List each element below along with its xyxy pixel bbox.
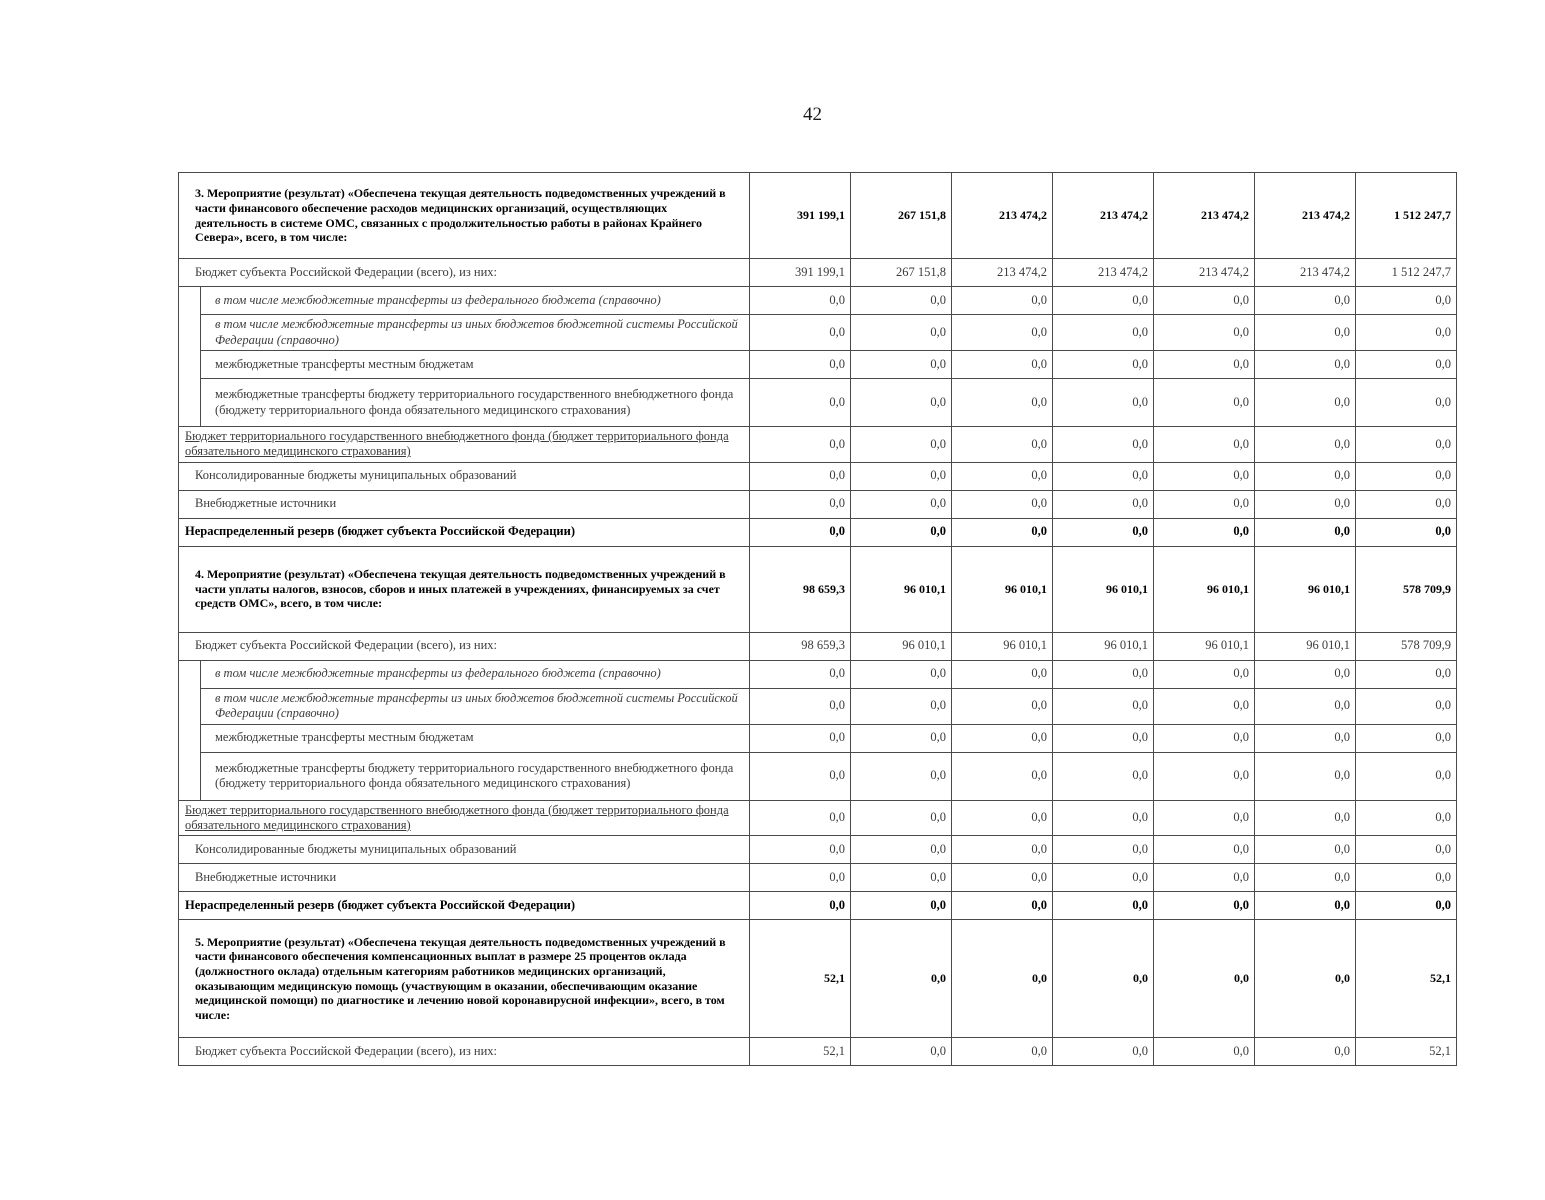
row-label: 5. Мероприятие (результат) «Обеспечена текущая деятельность подведомственных учреждений в части финансового обеспечения компенсационных выплат в размере 25 процентов оклада (должностного оклада) отдельным категориям работников медицинских организаций, оказывающим медицинскую помощь (участвующим в оказании, обеспечивающим оказание медицинской помощи) по диагностике и лечению новой коронавирусной инфекции», всего, в том числе: [179,920,750,1038]
table-row [179,892,1457,920]
table-row [179,427,1457,463]
value-cell: 391 199,1 [750,259,851,287]
value-cell: 0,0 [1154,490,1255,518]
value-cell: 0,0 [1154,724,1255,752]
value-cell: 213 474,2 [952,259,1053,287]
value-cell: 0,0 [952,287,1053,315]
table-row [179,490,1457,518]
value-cell: 0,0 [1053,315,1154,351]
value-cell: 0,0 [952,351,1053,379]
value-cell: 0,0 [1255,724,1356,752]
value-cell: 0,0 [1053,752,1154,800]
row-label: межбюджетные трансферты бюджету территориального государственного внебюджетного фонда (бюджету территориального фонда обязательного медицинского страхования) [201,752,750,800]
value-cell: 0,0 [952,920,1053,1038]
value-cell: 0,0 [851,892,952,920]
value-cell: 0,0 [750,800,851,836]
value-cell: 0,0 [1356,752,1457,800]
table-row [179,173,1457,259]
table-row [179,462,1457,490]
row-label: в том числе межбюджетные трансферты из федерального бюджета (справочно) [201,287,750,315]
value-cell: 0,0 [1356,660,1457,688]
value-cell: 96 010,1 [1053,546,1154,632]
value-cell: 0,0 [1356,864,1457,892]
value-cell: 96 010,1 [952,546,1053,632]
value-cell: 578 709,9 [1356,632,1457,660]
value-cell: 0,0 [952,427,1053,463]
value-cell: 0,0 [1356,315,1457,351]
value-cell: 0,0 [851,724,952,752]
table-row [179,546,1457,632]
row-label: Внебюджетные источники [179,864,750,892]
value-cell: 0,0 [1154,660,1255,688]
value-cell: 0,0 [851,920,952,1038]
value-cell: 52,1 [750,1038,851,1066]
value-cell: 0,0 [851,800,952,836]
value-cell: 213 474,2 [1255,173,1356,259]
value-cell: 0,0 [1255,688,1356,724]
value-cell: 0,0 [1356,836,1457,864]
row-label: Консолидированные бюджеты муниципальных образований [179,462,750,490]
row-label: межбюджетные трансферты местным бюджетам [201,351,750,379]
row-label: межбюджетные трансферты бюджету территориального государственного внебюджетного фонда (бюджету территориального фонда обязательного медицинского страхования) [201,379,750,427]
value-cell: 0,0 [750,351,851,379]
indent-gutter [179,287,201,315]
value-cell: 0,0 [1356,427,1457,463]
value-cell: 0,0 [1154,518,1255,546]
row-label: Бюджет субъекта Российской Федерации (всего), из них: [179,1038,750,1066]
value-cell: 0,0 [1053,379,1154,427]
value-cell: 0,0 [1154,315,1255,351]
value-cell: 0,0 [851,490,952,518]
value-cell: 213 474,2 [1053,173,1154,259]
value-cell: 0,0 [750,724,851,752]
value-cell: 0,0 [750,688,851,724]
value-cell: 0,0 [851,287,952,315]
value-cell: 0,0 [952,490,1053,518]
indent-gutter [179,315,201,351]
value-cell: 0,0 [851,836,952,864]
value-cell: 0,0 [750,490,851,518]
value-cell: 0,0 [750,379,851,427]
value-cell: 0,0 [1154,836,1255,864]
value-cell: 0,0 [851,688,952,724]
value-cell: 0,0 [1154,752,1255,800]
value-cell: 0,0 [1053,836,1154,864]
row-label: 3. Мероприятие (результат) «Обеспечена текущая деятельность подведомственных учреждений в части финансового обеспечение расходов медицинских организаций, осуществляющих деятельность в системе ОМС, связанных с продолжительностью работы в районах Крайнего Севера», всего, в том числе: [179,173,750,259]
value-cell: 0,0 [1255,351,1356,379]
indent-gutter [179,660,201,688]
table-row [179,287,1457,315]
value-cell: 213 474,2 [1053,259,1154,287]
table-row [179,752,1457,800]
value-cell: 0,0 [1255,864,1356,892]
value-cell: 0,0 [1255,892,1356,920]
table-row [179,724,1457,752]
value-cell: 1 512 247,7 [1356,259,1457,287]
value-cell: 96 010,1 [1154,632,1255,660]
value-cell: 0,0 [1154,462,1255,490]
value-cell: 0,0 [1154,800,1255,836]
value-cell: 0,0 [851,427,952,463]
row-label: 4. Мероприятие (результат) «Обеспечена текущая деятельность подведомственных учреждений в части уплаты налогов, взносов, сборов и иных платежей в учреждениях, финансируемых за счет средств ОМС», всего, в том числе: [179,546,750,632]
table-row [179,836,1457,864]
value-cell: 0,0 [952,800,1053,836]
value-cell: 0,0 [750,752,851,800]
value-cell: 0,0 [952,379,1053,427]
row-label: межбюджетные трансферты местным бюджетам [201,724,750,752]
value-cell: 0,0 [1255,518,1356,546]
value-cell: 0,0 [1255,490,1356,518]
value-cell: 0,0 [851,379,952,427]
value-cell: 213 474,2 [1154,259,1255,287]
value-cell: 0,0 [750,836,851,864]
row-label: Бюджет субъекта Российской Федерации (всего), из них: [179,632,750,660]
value-cell: 0,0 [1154,1038,1255,1066]
value-cell: 0,0 [750,462,851,490]
table-row [179,800,1457,836]
value-cell: 0,0 [1255,660,1356,688]
value-cell: 96 010,1 [952,632,1053,660]
value-cell: 96 010,1 [1154,546,1255,632]
value-cell: 0,0 [952,315,1053,351]
value-cell: 0,0 [1053,864,1154,892]
table-row [179,1038,1457,1066]
indent-gutter [179,752,201,800]
value-cell: 0,0 [952,892,1053,920]
value-cell: 0,0 [1053,462,1154,490]
value-cell: 52,1 [750,920,851,1038]
value-cell: 52,1 [1356,1038,1457,1066]
value-cell: 0,0 [1356,800,1457,836]
value-cell: 0,0 [1053,660,1154,688]
value-cell: 52,1 [1356,920,1457,1038]
value-cell: 1 512 247,7 [1356,173,1457,259]
value-cell: 0,0 [750,892,851,920]
value-cell: 0,0 [750,660,851,688]
value-cell: 0,0 [851,660,952,688]
value-cell: 267 151,8 [851,173,952,259]
value-cell: 0,0 [1154,892,1255,920]
table-row [179,518,1457,546]
value-cell: 0,0 [750,315,851,351]
value-cell: 0,0 [1053,892,1154,920]
row-label: Внебюджетные источники [179,490,750,518]
value-cell: 0,0 [1053,287,1154,315]
value-cell: 0,0 [1154,287,1255,315]
value-cell: 0,0 [1255,315,1356,351]
value-cell: 0,0 [1255,1038,1356,1066]
row-label: Бюджет субъекта Российской Федерации (всего), из них: [179,259,750,287]
value-cell: 0,0 [1255,800,1356,836]
row-label: Нераспределенный резерв (бюджет субъекта Российской Федерации) [179,518,750,546]
table-row [179,632,1457,660]
value-cell: 213 474,2 [1154,173,1255,259]
value-cell: 96 010,1 [851,632,952,660]
value-cell: 0,0 [1356,287,1457,315]
table-row [179,259,1457,287]
value-cell: 0,0 [1053,427,1154,463]
value-cell: 0,0 [1255,462,1356,490]
table-row [179,864,1457,892]
value-cell: 0,0 [1255,920,1356,1038]
value-cell: 0,0 [1255,427,1356,463]
page-number: 42 [803,104,822,125]
value-cell: 213 474,2 [1255,259,1356,287]
indent-gutter [179,379,201,427]
value-cell: 0,0 [1154,427,1255,463]
value-cell: 0,0 [1255,287,1356,315]
value-cell: 0,0 [1053,800,1154,836]
value-cell: 0,0 [750,287,851,315]
value-cell: 0,0 [851,752,952,800]
value-cell: 0,0 [851,315,952,351]
value-cell: 0,0 [1255,752,1356,800]
value-cell: 98 659,3 [750,632,851,660]
table-row [179,660,1457,688]
indent-gutter [179,688,201,724]
row-label: Бюджет территориального государственного внебюджетного фонда (бюджет территориального фонда обязательного медицинского страхования) [179,800,750,836]
value-cell: 0,0 [1356,688,1457,724]
indent-gutter [179,351,201,379]
value-cell: 96 010,1 [1053,632,1154,660]
value-cell: 0,0 [952,724,1053,752]
value-cell: 0,0 [750,427,851,463]
value-cell: 0,0 [1356,462,1457,490]
value-cell: 0,0 [1154,920,1255,1038]
value-cell: 0,0 [1154,351,1255,379]
value-cell: 0,0 [1255,379,1356,427]
row-label: в том числе межбюджетные трансферты из иных бюджетов бюджетной системы Российской Федерации (справочно) [201,315,750,351]
value-cell: 0,0 [1053,920,1154,1038]
value-cell: 96 010,1 [1255,546,1356,632]
value-cell: 0,0 [952,752,1053,800]
value-cell: 0,0 [1053,1038,1154,1066]
value-cell: 0,0 [1053,490,1154,518]
table-row [179,688,1457,724]
row-label: в том числе межбюджетные трансферты из федерального бюджета (справочно) [201,660,750,688]
value-cell: 0,0 [1356,379,1457,427]
table-row [179,351,1457,379]
indent-gutter [179,724,201,752]
value-cell: 0,0 [1356,892,1457,920]
row-label: в том числе межбюджетные трансферты из иных бюджетов бюджетной системы Российской Федерации (справочно) [201,688,750,724]
value-cell: 578 709,9 [1356,546,1457,632]
value-cell: 0,0 [952,518,1053,546]
value-cell: 0,0 [851,864,952,892]
value-cell: 0,0 [851,1038,952,1066]
value-cell: 0,0 [1356,351,1457,379]
value-cell: 0,0 [1053,518,1154,546]
row-label: Нераспределенный резерв (бюджет субъекта Российской Федерации) [179,892,750,920]
value-cell: 0,0 [851,518,952,546]
value-cell: 0,0 [952,660,1053,688]
value-cell: 0,0 [1154,688,1255,724]
value-cell: 0,0 [1356,518,1457,546]
value-cell: 0,0 [1053,724,1154,752]
value-cell: 96 010,1 [851,546,952,632]
row-label: Бюджет территориального государственного внебюджетного фонда (бюджет территориального фонда обязательного медицинского страхования) [179,427,750,463]
budget-table [178,172,1457,1066]
value-cell: 98 659,3 [750,546,851,632]
value-cell: 0,0 [1255,836,1356,864]
value-cell: 0,0 [952,462,1053,490]
value-cell: 0,0 [952,688,1053,724]
value-cell: 0,0 [952,864,1053,892]
value-cell: 0,0 [1053,688,1154,724]
value-cell: 0,0 [1053,351,1154,379]
value-cell: 213 474,2 [952,173,1053,259]
value-cell: 0,0 [1356,490,1457,518]
value-cell: 0,0 [851,462,952,490]
table-row [179,315,1457,351]
value-cell: 0,0 [851,351,952,379]
table-row [179,920,1457,1038]
value-cell: 0,0 [750,518,851,546]
value-cell: 391 199,1 [750,173,851,259]
table-row [179,379,1457,427]
value-cell: 96 010,1 [1255,632,1356,660]
value-cell: 0,0 [952,1038,1053,1066]
value-cell: 0,0 [952,836,1053,864]
value-cell: 0,0 [750,864,851,892]
value-cell: 267 151,8 [851,259,952,287]
value-cell: 0,0 [1356,724,1457,752]
row-label: Консолидированные бюджеты муниципальных образований [179,836,750,864]
value-cell: 0,0 [1154,864,1255,892]
value-cell: 0,0 [1154,379,1255,427]
